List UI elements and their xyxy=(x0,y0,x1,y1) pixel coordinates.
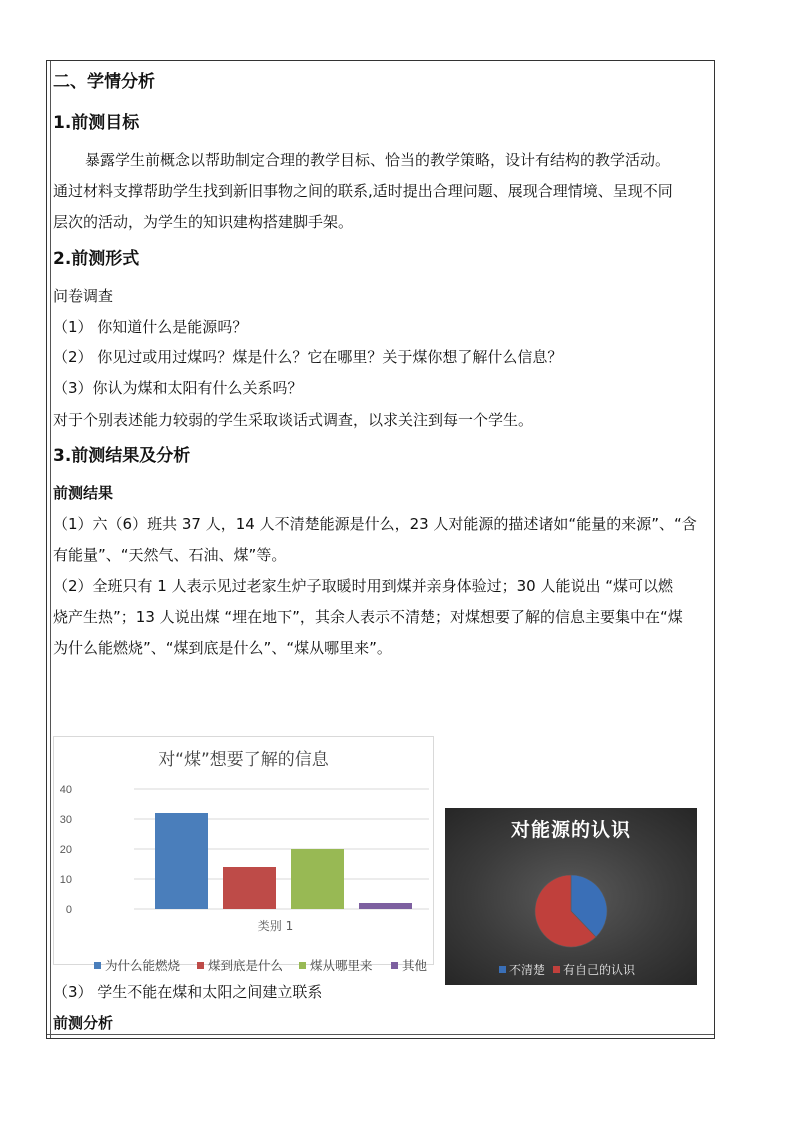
legend-item xyxy=(299,956,373,974)
analysis-heading: 前测分析 xyxy=(53,1014,114,1032)
legend-label: 其他 xyxy=(402,958,428,973)
result-line: 烧产生热”；13 人说出煤 “埋在地下”，其余人表示不清楚；对煤想要了解的信息主要集中在“煤 xyxy=(53,608,683,626)
legend-swatch xyxy=(299,962,306,969)
form-question: （2） 你见过或用过煤吗？煤是什么？它在哪里？关于煤你想了解什么信息？ xyxy=(53,348,563,366)
goal-heading: 1.前测目标 xyxy=(53,113,140,133)
y-tick-label: 40 xyxy=(59,784,72,796)
legend-item xyxy=(94,956,180,974)
bar-chart-title: 对“煤”想要了解的信息 xyxy=(158,750,329,770)
result-line: 有能量”、“天然气、石油、煤”等。 xyxy=(53,546,287,564)
pie-chart-legend xyxy=(499,961,643,978)
form-question: （1） 你知道什么是能源吗？ xyxy=(53,318,248,336)
legend-swatch xyxy=(553,966,560,973)
legend-label: 有自己的认识 xyxy=(563,963,636,977)
legend-label: 煤到底是什么 xyxy=(208,958,284,973)
form-question: （3）你认为煤和太阳有什么关系吗？ xyxy=(53,379,303,397)
pie-chart-title: 对能源的认识 xyxy=(510,819,631,841)
y-tick-label: 0 xyxy=(65,904,72,916)
y-tick-label: 10 xyxy=(59,874,72,886)
pie-chart-plot xyxy=(445,808,697,985)
bar xyxy=(223,867,276,909)
form-line: 问卷调查 xyxy=(53,287,114,305)
goal-line: 暴露学生前概念以帮助制定合理的教学目标、恰当的教学策略，设计有结构的教学活动。 xyxy=(85,151,671,169)
legend-item xyxy=(553,963,635,977)
legend-item xyxy=(197,956,283,974)
legend-label: 不清楚 xyxy=(509,963,546,977)
legend-swatch xyxy=(499,966,506,973)
legend-label: 煤从哪里来 xyxy=(310,958,373,973)
y-tick-label: 30 xyxy=(59,814,72,826)
inner-bottom-border xyxy=(47,1034,714,1035)
result-line: （1）六（6）班共 37 人，14 人不清楚能源是什么，23 人对能源的描述诸如“能量的来源”、“含 xyxy=(53,515,697,533)
result-line: 为什么能燃烧”、“煤到底是什么”、“煤从哪里来”。 xyxy=(53,639,392,657)
form-line: 对于个别表述能力较弱的学生采取谈话式调查，以求关注到每一个学生。 xyxy=(53,411,534,429)
bar-chart xyxy=(53,736,434,973)
goal-line: 通过材料支撑帮助学生找到新旧事物之间的联系,适时提出合理问题、展现合理情境、呈现不同 xyxy=(53,182,673,200)
result-subheading: 前测结果 xyxy=(53,484,114,502)
bar xyxy=(359,903,412,909)
result-heading: 3.前测结果及分析 xyxy=(53,446,191,466)
x-category-label: 类别 1 xyxy=(257,919,294,933)
result-line: （2）全班只有 1 人表示见过老家生炉子取暖时用到煤并亲身体验过；30 人能说出 “煤可以燃 xyxy=(53,577,674,595)
bar xyxy=(291,849,344,909)
result-item3: （3） 学生不能在煤和太阳之间建立联系 xyxy=(53,983,323,1001)
bar-chart-plot xyxy=(54,737,435,966)
legend-swatch xyxy=(94,962,101,969)
goal-line: 层次的活动，为学生的知识建构搭建脚手架。 xyxy=(53,213,354,231)
legend-swatch xyxy=(197,962,204,969)
legend-item xyxy=(499,963,545,977)
bar xyxy=(155,813,208,909)
inner-left-border xyxy=(50,61,51,1038)
form-heading: 2.前测形式 xyxy=(53,249,140,269)
legend-swatch xyxy=(391,962,398,969)
legend-label: 为什么能燃烧 xyxy=(105,958,181,973)
section-title: 二、学情分析 xyxy=(53,72,155,92)
pie-chart xyxy=(445,808,697,985)
y-tick-label: 20 xyxy=(59,844,72,856)
legend-item xyxy=(391,956,427,974)
